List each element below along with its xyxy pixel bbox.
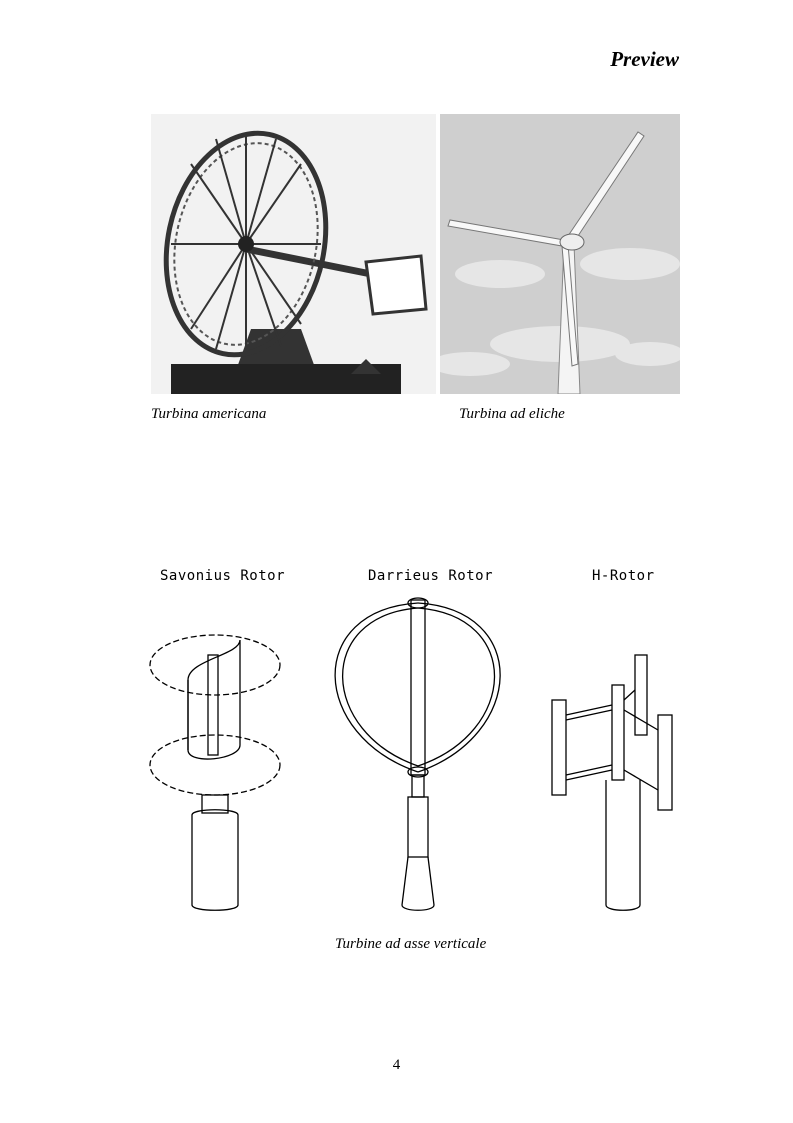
caption-vertical-axis: Turbine ad asse verticale — [335, 936, 487, 952]
savonius-rotor-icon — [150, 635, 280, 910]
h-rotor-icon — [552, 655, 672, 910]
label-h-rotor: H-Rotor — [592, 568, 655, 584]
american-windmill-photo — [151, 114, 436, 394]
propeller-turbine-photo — [440, 114, 680, 394]
label-savonius-rotor: Savonius Rotor — [160, 568, 286, 584]
caption-american-turbine: Turbina americana — [151, 406, 267, 422]
darrieus-rotor-icon — [335, 598, 500, 910]
preview-label: Preview — [610, 47, 679, 71]
page-number: 4 — [392, 1057, 401, 1073]
label-darrieus-rotor: Darrieus Rotor — [368, 568, 494, 584]
caption-propeller-turbine: Turbina ad eliche — [459, 406, 565, 422]
